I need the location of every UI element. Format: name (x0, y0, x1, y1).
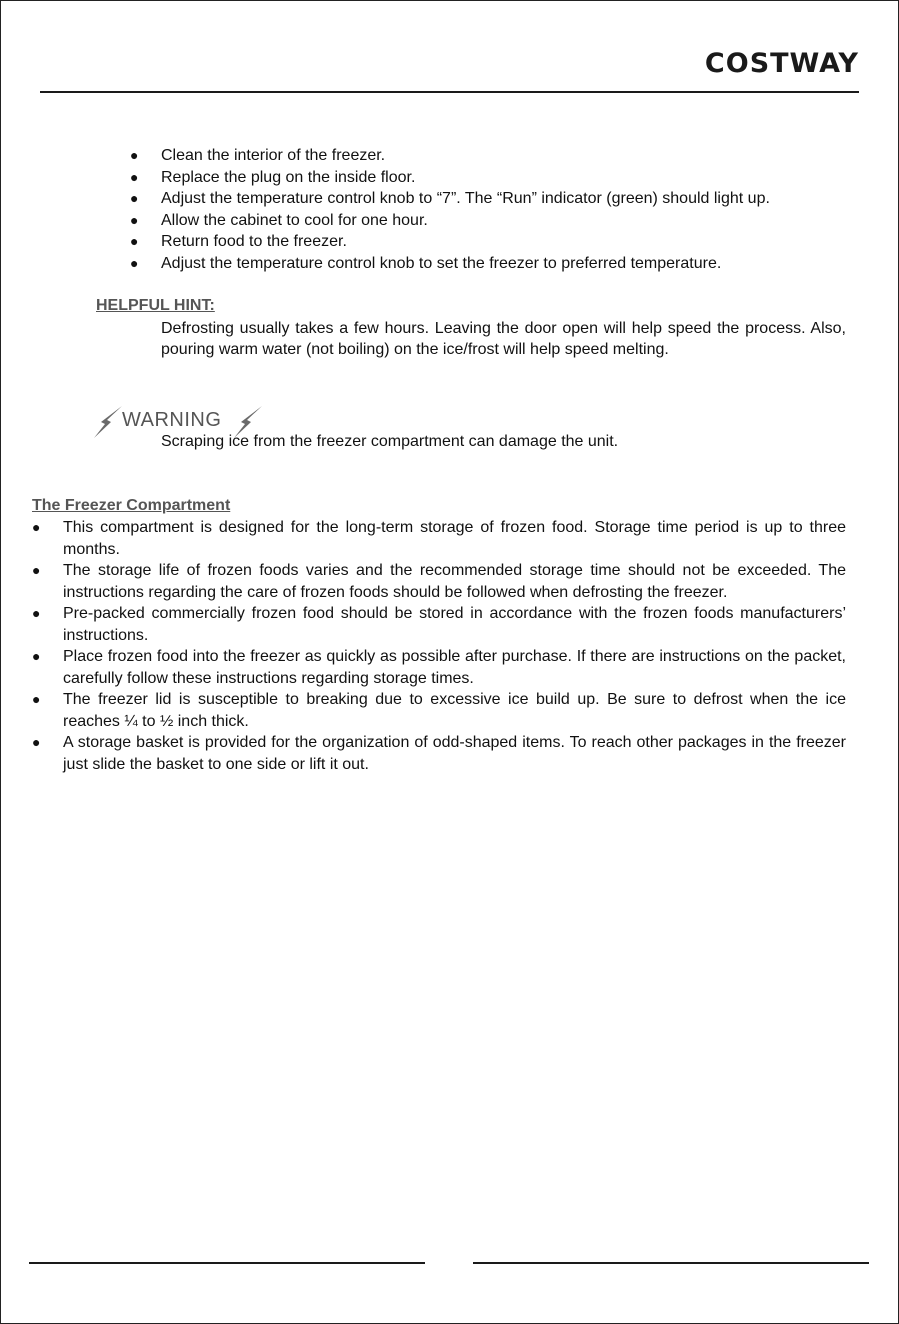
list-item-text: Allow the cabinet to cool for one hour. (161, 211, 428, 229)
bullet-dot-icon: ● (32, 691, 41, 707)
list-item (130, 188, 861, 210)
list-item (32, 560, 846, 603)
bullet-dot-icon: ● (32, 519, 41, 535)
list-item (130, 231, 861, 253)
list-item (32, 517, 846, 560)
freezer-compartment-heading: The Freezer Compartment (32, 497, 231, 514)
bullet-dot-icon: ● (32, 648, 41, 664)
bullet-dot-icon: ● (130, 211, 139, 228)
list-item-text: Clean the interior of the freezer. (161, 147, 386, 164)
lightning-bolt-icon (92, 405, 124, 439)
helpful-hint-text: Defrosting usually takes a few hours. Leaving the door open will help speed the process. Also, pouring warm water (not boiling) on the ice/frost will help speed melting. (161, 320, 846, 358)
footer-rule-right (473, 1262, 869, 1264)
list-item-text: This compartment is designed for the long-term storage of frozen food. Storage time period is up to three months. (63, 519, 846, 558)
list-item (32, 646, 846, 689)
bullet-dot-icon: ● (130, 254, 139, 271)
list-item (130, 210, 861, 232)
list-item-text: Pre-packed commercially frozen food should be stored in accordance with the frozen foods manufacturers’ instructions. (63, 605, 846, 644)
list-item (32, 689, 846, 732)
bullet-dot-icon: ● (32, 562, 41, 578)
list-item-text: The freezer lid is susceptible to breaking due to excessive ice build up. Be sure to defrost when the ice reaches ¼ to ½ inch thick. (63, 691, 846, 730)
warning-label: WARNING (122, 409, 222, 431)
list-item-text: Replace the plug on the inside floor. (161, 168, 416, 186)
helpful-hint-heading: HELPFUL HINT: (96, 297, 215, 314)
list-item-text: Return food to the freezer. (161, 233, 347, 250)
list-item-text: A storage basket is provided for the organization of odd-shaped items. To reach other packages in the freezer just slide the basket to one side or lift it out. (63, 734, 846, 773)
list-item (32, 603, 846, 646)
freezer-compartment-list (32, 517, 846, 775)
bullet-dot-icon: ● (130, 168, 139, 185)
bullet-dot-icon: ● (130, 190, 139, 206)
warning-text: Scraping ice from the freezer compartment can damage the unit. (161, 433, 619, 450)
brand-logo: COSTWAY (704, 48, 859, 79)
list-item-text: Adjust the temperature control knob to set the freezer to preferred temperature. (161, 254, 722, 272)
list-item (130, 145, 861, 167)
list-item-text: Adjust the temperature control knob to “7”. The “Run” indicator (green) should light up. (161, 190, 770, 207)
header-rule (40, 91, 859, 93)
list-item (130, 167, 861, 189)
bullet-dot-icon: ● (130, 233, 139, 249)
defrost-steps-list (130, 145, 861, 274)
bullet-dot-icon: ● (32, 734, 41, 750)
footer-rule-left (29, 1262, 425, 1264)
bullet-dot-icon: ● (32, 605, 41, 621)
list-item-text: Place frozen food into the freezer as quickly as possible after purchase. If there are instructions on the packet, carefully follow these instructions regarding storage times. (63, 648, 846, 687)
list-item (130, 253, 861, 275)
bullet-dot-icon: ● (130, 147, 139, 163)
list-item (32, 732, 846, 775)
list-item-text: The storage life of frozen foods varies and the recommended storage time should not be exceeded. The instructions regarding the care of frozen foods should be followed when defrosting the freezer. (63, 562, 846, 601)
